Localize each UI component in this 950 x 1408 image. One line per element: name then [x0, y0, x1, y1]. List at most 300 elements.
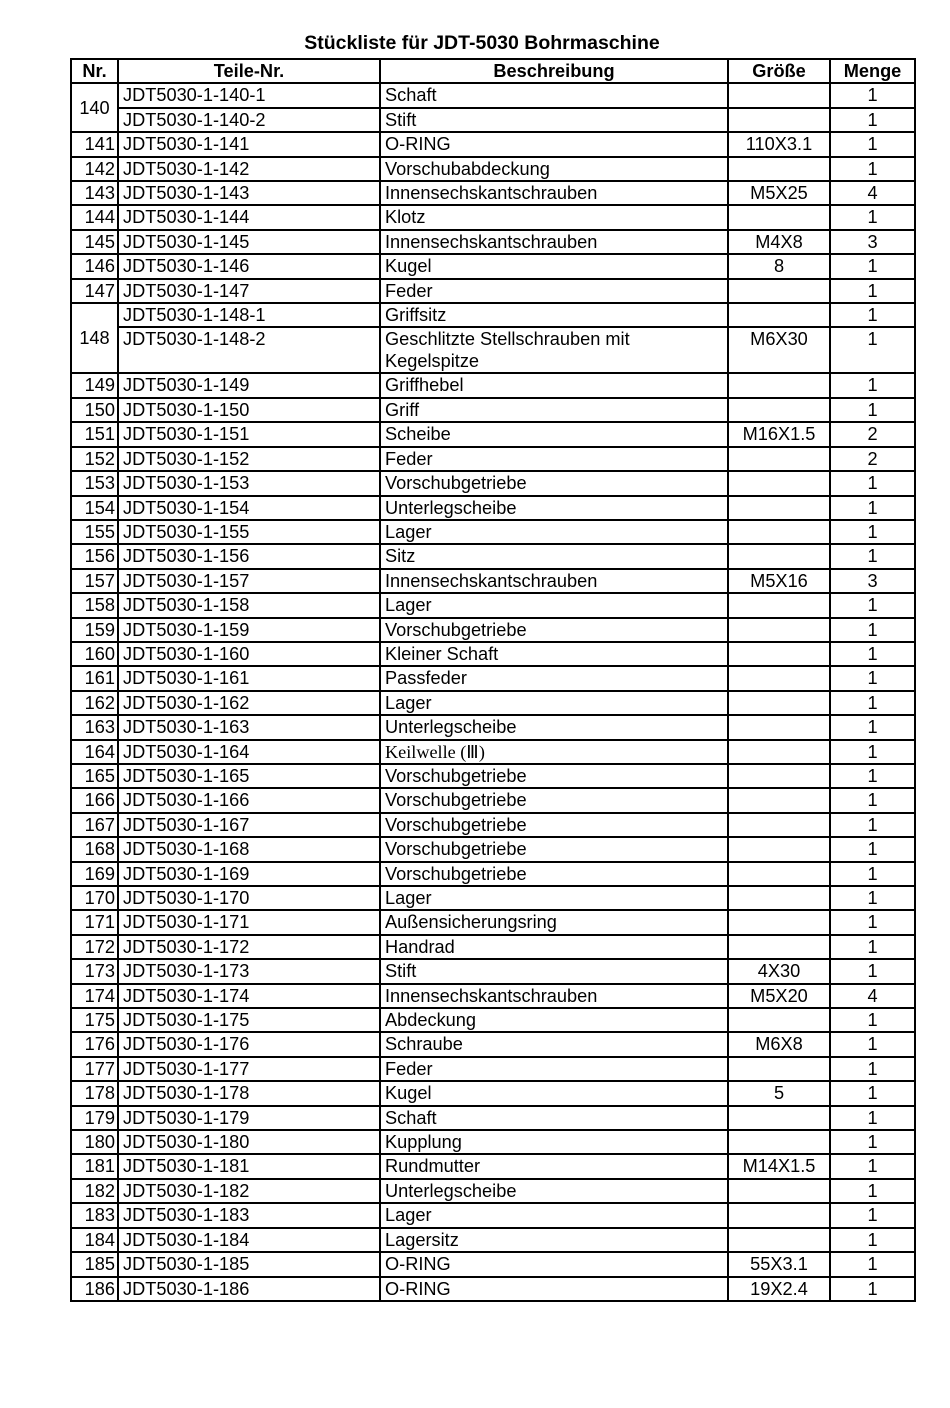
- cell-nr: 145: [71, 230, 118, 254]
- cell-size: M6X30: [728, 327, 830, 373]
- table-row: [71, 569, 915, 593]
- cell-nr: 156: [71, 544, 118, 568]
- cell-nr: 173: [71, 959, 118, 983]
- cell-description: O-RING: [380, 1252, 728, 1276]
- cell-qty: 4: [830, 984, 915, 1008]
- cell-nr: 168: [71, 837, 118, 861]
- cell-part-no: JDT5030-1-183: [118, 1203, 380, 1227]
- cell-qty: 1: [830, 303, 915, 327]
- cell-part-no: JDT5030-1-170: [118, 886, 380, 910]
- cell-size: 19X2.4: [728, 1277, 830, 1301]
- cell-part-no: JDT5030-1-162: [118, 691, 380, 715]
- cell-qty: 1: [830, 1228, 915, 1252]
- cell-size: [728, 691, 830, 715]
- cell-size: [728, 447, 830, 471]
- table-row: [71, 593, 915, 617]
- cell-size: M14X1.5: [728, 1154, 830, 1178]
- cell-nr: 180: [71, 1130, 118, 1154]
- cell-description: Keilwelle (Ⅲ): [380, 740, 728, 764]
- cell-qty: 1: [830, 618, 915, 642]
- cell-description: Vorschubgetriebe: [380, 471, 728, 495]
- cell-size: [728, 837, 830, 861]
- cell-part-no: JDT5030-1-155: [118, 520, 380, 544]
- cell-part-no: JDT5030-1-164: [118, 740, 380, 764]
- cell-qty: 1: [830, 83, 915, 107]
- table-row: [71, 1032, 915, 1056]
- table-row: [71, 303, 915, 327]
- cell-nr: 185: [71, 1252, 118, 1276]
- cell-qty: 1: [830, 1252, 915, 1276]
- table-row: [71, 447, 915, 471]
- cell-description: Griffsitz: [380, 303, 728, 327]
- cell-qty: 2: [830, 447, 915, 471]
- cell-part-no: JDT5030-1-180: [118, 1130, 380, 1154]
- cell-size: [728, 471, 830, 495]
- cell-part-no: JDT5030-1-168: [118, 837, 380, 861]
- cell-nr: 162: [71, 691, 118, 715]
- cell-qty: 1: [830, 862, 915, 886]
- cell-size: [728, 157, 830, 181]
- table-row: [71, 544, 915, 568]
- cell-description: Lager: [380, 593, 728, 617]
- cell-part-no: JDT5030-1-152: [118, 447, 380, 471]
- cell-size: [728, 1203, 830, 1227]
- table-row: [71, 788, 915, 812]
- cell-nr: 144: [71, 205, 118, 229]
- cell-description: Griff: [380, 398, 728, 422]
- cell-part-no: JDT5030-1-171: [118, 910, 380, 934]
- cell-part-no: JDT5030-1-176: [118, 1032, 380, 1056]
- cell-size: [728, 303, 830, 327]
- cell-part-no: JDT5030-1-179: [118, 1106, 380, 1130]
- cell-part-no: JDT5030-1-186: [118, 1277, 380, 1301]
- cell-qty: 1: [830, 1032, 915, 1056]
- cell-qty: 1: [830, 496, 915, 520]
- cell-qty: 1: [830, 935, 915, 959]
- cell-nr: 179: [71, 1106, 118, 1130]
- cell-qty: 1: [830, 544, 915, 568]
- cell-description: Feder: [380, 447, 728, 471]
- cell-nr: 143: [71, 181, 118, 205]
- cell-part-no: JDT5030-1-167: [118, 813, 380, 837]
- cell-description: Rundmutter: [380, 1154, 728, 1178]
- cell-size: [728, 1179, 830, 1203]
- cell-qty: 1: [830, 764, 915, 788]
- cell-size: [728, 279, 830, 303]
- cell-size: [728, 666, 830, 690]
- cell-qty: 1: [830, 279, 915, 303]
- cell-part-no: JDT5030-1-141: [118, 132, 380, 156]
- cell-nr: 161: [71, 666, 118, 690]
- table-row: [71, 1081, 915, 1105]
- cell-nr: 182: [71, 1179, 118, 1203]
- cell-part-no: JDT5030-1-181: [118, 1154, 380, 1178]
- cell-part-no: JDT5030-1-143: [118, 181, 380, 205]
- cell-nr: 142: [71, 157, 118, 181]
- cell-qty: 1: [830, 715, 915, 739]
- cell-size: M4X8: [728, 230, 830, 254]
- cell-qty: 1: [830, 254, 915, 278]
- cell-size: [728, 764, 830, 788]
- cell-qty: 1: [830, 132, 915, 156]
- cell-qty: 1: [830, 205, 915, 229]
- cell-size: [728, 593, 830, 617]
- cell-part-no: JDT5030-1-160: [118, 642, 380, 666]
- cell-part-no: JDT5030-1-174: [118, 984, 380, 1008]
- cell-part-no: JDT5030-1-178: [118, 1081, 380, 1105]
- table-row: [71, 740, 915, 764]
- cell-part-no: JDT5030-1-153: [118, 471, 380, 495]
- cell-part-no: JDT5030-1-175: [118, 1008, 380, 1032]
- table-row: [71, 373, 915, 397]
- cell-part-no: JDT5030-1-142: [118, 157, 380, 181]
- cell-size: 8: [728, 254, 830, 278]
- cell-nr: 147: [71, 279, 118, 303]
- table-row: [71, 910, 915, 934]
- table-row: [71, 984, 915, 1008]
- cell-size: M5X16: [728, 569, 830, 593]
- table-row: [71, 1228, 915, 1252]
- table-row: [71, 327, 915, 373]
- cell-description: Lagersitz: [380, 1228, 728, 1252]
- cell-qty: 1: [830, 837, 915, 861]
- header-row: [71, 59, 915, 83]
- cell-part-no: JDT5030-1-150: [118, 398, 380, 422]
- cell-size: [728, 1057, 830, 1081]
- cell-description: Lager: [380, 886, 728, 910]
- cell-description: Unterlegscheibe: [380, 715, 728, 739]
- cell-nr: 177: [71, 1057, 118, 1081]
- cell-qty: 1: [830, 157, 915, 181]
- cell-size: 55X3.1: [728, 1252, 830, 1276]
- cell-part-no: JDT5030-1-163: [118, 715, 380, 739]
- cell-size: [728, 618, 830, 642]
- cell-size: [728, 108, 830, 132]
- cell-part-no: JDT5030-1-182: [118, 1179, 380, 1203]
- cell-size: [728, 205, 830, 229]
- cell-size: [728, 788, 830, 812]
- cell-part-no: JDT5030-1-147: [118, 279, 380, 303]
- cell-description: Kleiner Schaft: [380, 642, 728, 666]
- table-row: [71, 1057, 915, 1081]
- cell-nr: 163: [71, 715, 118, 739]
- cell-part-no: JDT5030-1-172: [118, 935, 380, 959]
- cell-nr: 178: [71, 1081, 118, 1105]
- cell-nr: 165: [71, 764, 118, 788]
- header-nr: Nr.: [71, 59, 118, 83]
- cell-description: Lager: [380, 691, 728, 715]
- cell-size: [728, 715, 830, 739]
- cell-description: Unterlegscheibe: [380, 496, 728, 520]
- cell-part-no: JDT5030-1-140-1: [118, 83, 380, 107]
- cell-size: [728, 1008, 830, 1032]
- cell-part-no: JDT5030-1-173: [118, 959, 380, 983]
- cell-qty: 1: [830, 373, 915, 397]
- cell-size: 110X3.1: [728, 132, 830, 156]
- header-description: Beschreibung: [380, 59, 728, 83]
- cell-nr: 152: [71, 447, 118, 471]
- cell-qty: 1: [830, 666, 915, 690]
- cell-qty: 1: [830, 788, 915, 812]
- cell-nr: 166: [71, 788, 118, 812]
- cell-nr: 154: [71, 496, 118, 520]
- table-row: [71, 1277, 915, 1301]
- cell-nr: 171: [71, 910, 118, 934]
- table-row: [71, 496, 915, 520]
- cell-part-no: JDT5030-1-161: [118, 666, 380, 690]
- cell-size: M5X25: [728, 181, 830, 205]
- cell-part-no: JDT5030-1-156: [118, 544, 380, 568]
- cell-nr: 169: [71, 862, 118, 886]
- cell-size: [728, 935, 830, 959]
- cell-size: [728, 1130, 830, 1154]
- table-row: [71, 935, 915, 959]
- cell-part-no: JDT5030-1-149: [118, 373, 380, 397]
- cell-size: [728, 886, 830, 910]
- cell-qty: 1: [830, 1057, 915, 1081]
- table-row: [71, 959, 915, 983]
- cell-size: [728, 398, 830, 422]
- cell-size: [728, 520, 830, 544]
- cell-qty: 1: [830, 1203, 915, 1227]
- cell-size: [728, 373, 830, 397]
- cell-nr: 158: [71, 593, 118, 617]
- cell-qty: 1: [830, 593, 915, 617]
- cell-nr: 174: [71, 984, 118, 1008]
- cell-description: Handrad: [380, 935, 728, 959]
- cell-description: Klotz: [380, 205, 728, 229]
- cell-qty: 1: [830, 108, 915, 132]
- table-row: [71, 157, 915, 181]
- cell-description: Feder: [380, 279, 728, 303]
- cell-qty: 1: [830, 740, 915, 764]
- cell-size: [728, 642, 830, 666]
- cell-description: Sitz: [380, 544, 728, 568]
- cell-part-no: JDT5030-1-145: [118, 230, 380, 254]
- table-row: [71, 862, 915, 886]
- cell-description: O-RING: [380, 1277, 728, 1301]
- cell-description: Scheibe: [380, 422, 728, 446]
- cell-part-no: JDT5030-1-148-2: [118, 327, 380, 373]
- cell-part-no: JDT5030-1-158: [118, 593, 380, 617]
- cell-part-no: JDT5030-1-184: [118, 1228, 380, 1252]
- cell-size: [728, 740, 830, 764]
- cell-part-no: JDT5030-1-154: [118, 496, 380, 520]
- cell-description: Innensechskantschrauben: [380, 984, 728, 1008]
- cell-qty: 1: [830, 1179, 915, 1203]
- cell-part-no: JDT5030-1-165: [118, 764, 380, 788]
- cell-nr: 146: [71, 254, 118, 278]
- cell-part-no: JDT5030-1-144: [118, 205, 380, 229]
- table-row: [71, 181, 915, 205]
- cell-description: Vorschubgetriebe: [380, 813, 728, 837]
- cell-description: Innensechskantschrauben: [380, 181, 728, 205]
- cell-size: [728, 544, 830, 568]
- cell-qty: 1: [830, 1106, 915, 1130]
- cell-description: Vorschubgetriebe: [380, 618, 728, 642]
- cell-nr: 170: [71, 886, 118, 910]
- cell-nr: 183: [71, 1203, 118, 1227]
- cell-size: 5: [728, 1081, 830, 1105]
- cell-nr: 141: [71, 132, 118, 156]
- cell-description: Griffhebel: [380, 373, 728, 397]
- cell-description: Vorschubgetriebe: [380, 764, 728, 788]
- cell-part-no: JDT5030-1-140-2: [118, 108, 380, 132]
- cell-size: M16X1.5: [728, 422, 830, 446]
- cell-description: Vorschubgetriebe: [380, 788, 728, 812]
- table-row: [71, 132, 915, 156]
- cell-qty: 1: [830, 1130, 915, 1154]
- cell-qty: 1: [830, 1277, 915, 1301]
- table-row: [71, 520, 915, 544]
- parts-table-body: [71, 83, 915, 1301]
- cell-qty: 4: [830, 181, 915, 205]
- cell-description: Stift: [380, 108, 728, 132]
- cell-description: Vorschubgetriebe: [380, 862, 728, 886]
- cell-size: M5X20: [728, 984, 830, 1008]
- cell-nr: 184: [71, 1228, 118, 1252]
- cell-part-no: JDT5030-1-185: [118, 1252, 380, 1276]
- cell-nr: 149: [71, 373, 118, 397]
- table-row: [71, 1008, 915, 1032]
- cell-size: [728, 862, 830, 886]
- header-qty: Menge: [830, 59, 915, 83]
- table-row: [71, 205, 915, 229]
- cell-part-no: JDT5030-1-159: [118, 618, 380, 642]
- table-row: [71, 886, 915, 910]
- cell-description: Vorschubgetriebe: [380, 837, 728, 861]
- cell-description: Abdeckung: [380, 1008, 728, 1032]
- table-row: [71, 230, 915, 254]
- table-row: [71, 471, 915, 495]
- cell-qty: 1: [830, 1008, 915, 1032]
- parts-table: [70, 58, 916, 1302]
- header-size: Größe: [728, 59, 830, 83]
- cell-part-no: JDT5030-1-146: [118, 254, 380, 278]
- table-row: [71, 1130, 915, 1154]
- cell-description: Innensechskantschrauben: [380, 230, 728, 254]
- cell-qty: 1: [830, 886, 915, 910]
- cell-nr: 148: [71, 303, 118, 373]
- cell-nr: 175: [71, 1008, 118, 1032]
- cell-nr: 151: [71, 422, 118, 446]
- cell-part-no: JDT5030-1-157: [118, 569, 380, 593]
- cell-description: Schaft: [380, 1106, 728, 1130]
- cell-nr: 172: [71, 935, 118, 959]
- cell-qty: 1: [830, 959, 915, 983]
- table-row: [71, 254, 915, 278]
- cell-part-no: JDT5030-1-148-1: [118, 303, 380, 327]
- cell-description: Schraube: [380, 1032, 728, 1056]
- cell-nr: 160: [71, 642, 118, 666]
- cell-nr: 150: [71, 398, 118, 422]
- cell-nr: 159: [71, 618, 118, 642]
- cell-qty: 1: [830, 1154, 915, 1178]
- cell-nr: 157: [71, 569, 118, 593]
- table-row: [71, 764, 915, 788]
- cell-description: Kupplung: [380, 1130, 728, 1154]
- cell-nr: 155: [71, 520, 118, 544]
- cell-size: [728, 83, 830, 107]
- cell-qty: 3: [830, 569, 915, 593]
- cell-size: M6X8: [728, 1032, 830, 1056]
- table-row: [71, 691, 915, 715]
- cell-description: Kugel: [380, 254, 728, 278]
- cell-qty: 1: [830, 691, 915, 715]
- cell-description: Stift: [380, 959, 728, 983]
- cell-nr: 153: [71, 471, 118, 495]
- table-row: [71, 1179, 915, 1203]
- cell-description: Geschlitzte Stellschrauben mit Kegelspitze: [380, 327, 728, 373]
- table-row: [71, 1106, 915, 1130]
- cell-nr: 164: [71, 740, 118, 764]
- table-row: [71, 618, 915, 642]
- table-row: [71, 422, 915, 446]
- table-row: [71, 715, 915, 739]
- cell-qty: 1: [830, 813, 915, 837]
- cell-description: Kugel: [380, 1081, 728, 1105]
- table-row: [71, 1203, 915, 1227]
- cell-description: O-RING: [380, 132, 728, 156]
- cell-description: Lager: [380, 520, 728, 544]
- table-row: [71, 666, 915, 690]
- cell-size: [728, 496, 830, 520]
- cell-qty: 1: [830, 1081, 915, 1105]
- cell-description: Innensechskantschrauben: [380, 569, 728, 593]
- table-row: [71, 1252, 915, 1276]
- table-row: [71, 642, 915, 666]
- table-row: [71, 279, 915, 303]
- cell-qty: 1: [830, 471, 915, 495]
- page-title: Stückliste für JDT-5030 Bohrmaschine: [304, 32, 660, 54]
- header-part-no: Teile-Nr.: [118, 59, 380, 83]
- cell-description: Schaft: [380, 83, 728, 107]
- cell-qty: 1: [830, 327, 915, 373]
- table-row: [71, 398, 915, 422]
- cell-description: Unterlegscheibe: [380, 1179, 728, 1203]
- cell-qty: 1: [830, 520, 915, 544]
- table-row: [71, 813, 915, 837]
- table-row: [71, 108, 915, 132]
- cell-qty: 2: [830, 422, 915, 446]
- cell-qty: 3: [830, 230, 915, 254]
- cell-description: Lager: [380, 1203, 728, 1227]
- cell-size: [728, 1228, 830, 1252]
- cell-description: Passfeder: [380, 666, 728, 690]
- table-row: [71, 1154, 915, 1178]
- cell-size: 4X30: [728, 959, 830, 983]
- cell-part-no: JDT5030-1-169: [118, 862, 380, 886]
- cell-qty: 1: [830, 642, 915, 666]
- table-row: [71, 83, 915, 107]
- cell-nr: 186: [71, 1277, 118, 1301]
- cell-part-no: JDT5030-1-177: [118, 1057, 380, 1081]
- cell-part-no: JDT5030-1-166: [118, 788, 380, 812]
- cell-description: Außensicherungsring: [380, 910, 728, 934]
- cell-nr: 176: [71, 1032, 118, 1056]
- cell-description: Feder: [380, 1057, 728, 1081]
- cell-part-no: JDT5030-1-151: [118, 422, 380, 446]
- cell-nr: 140: [71, 83, 118, 132]
- cell-nr: 167: [71, 813, 118, 837]
- cell-qty: 1: [830, 910, 915, 934]
- table-row: [71, 837, 915, 861]
- cell-qty: 1: [830, 398, 915, 422]
- cell-size: [728, 910, 830, 934]
- cell-size: [728, 1106, 830, 1130]
- cell-size: [728, 813, 830, 837]
- cell-nr: 181: [71, 1154, 118, 1178]
